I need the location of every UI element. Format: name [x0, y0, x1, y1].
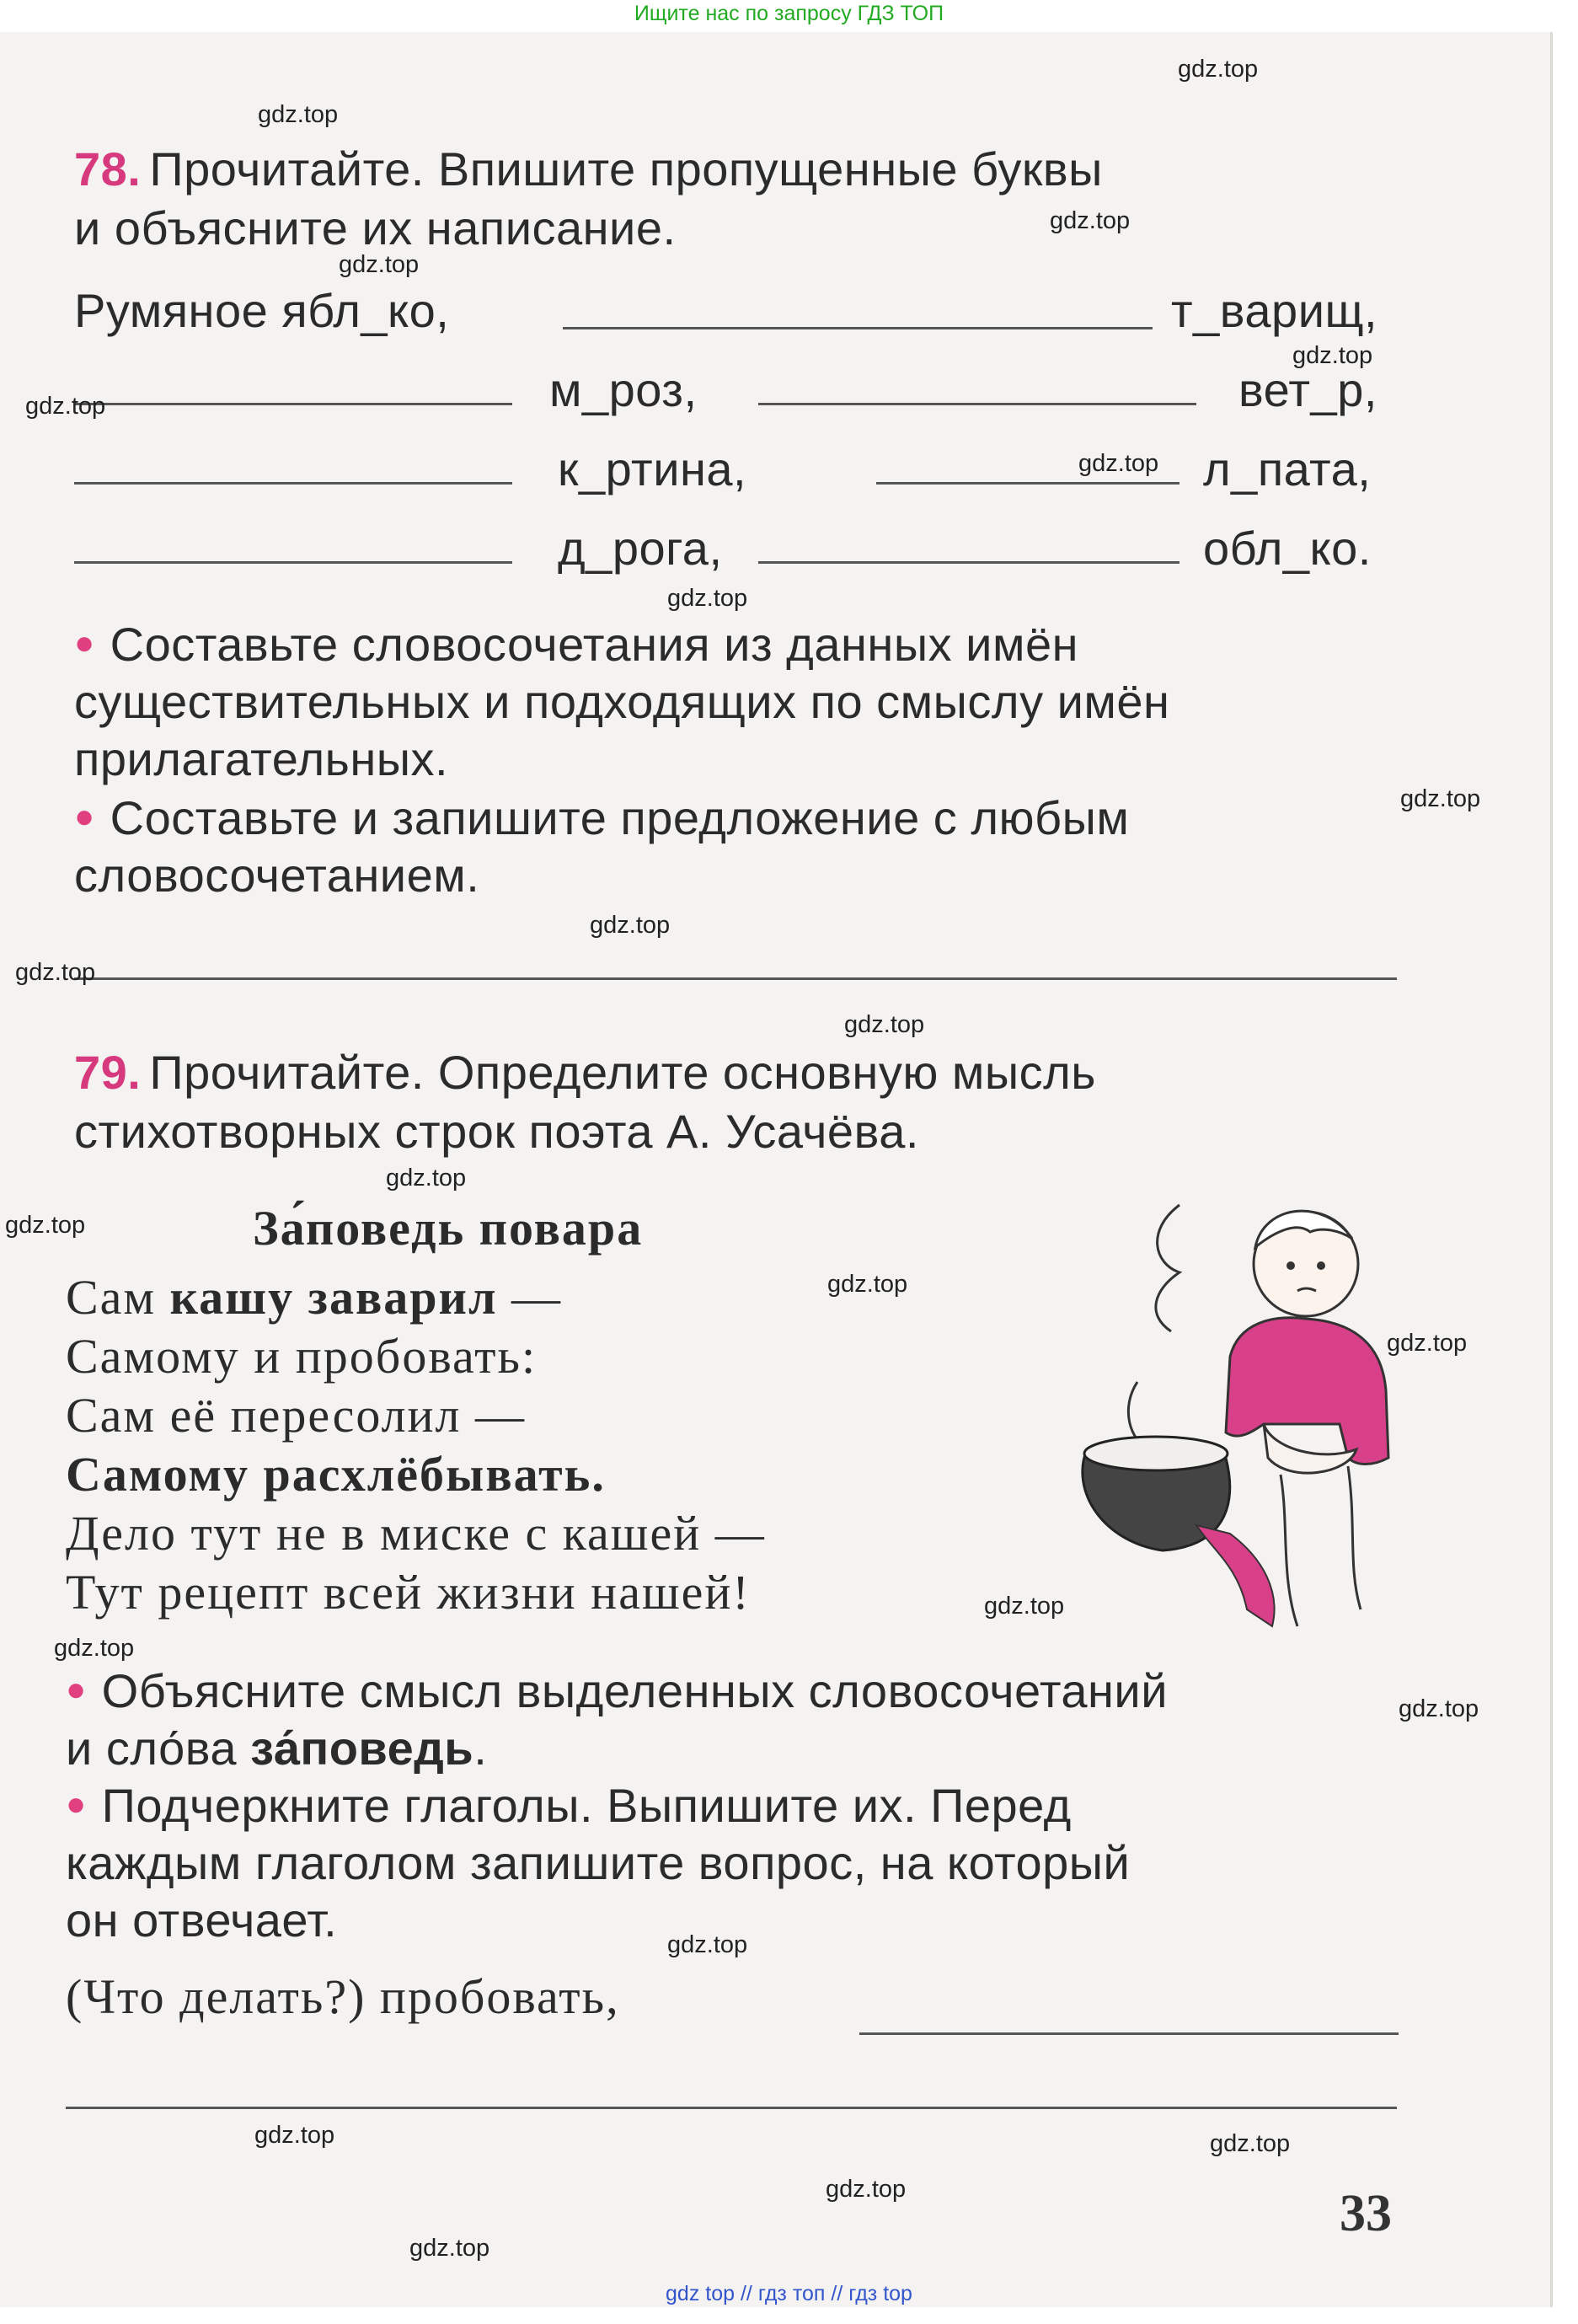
answer-line[interactable] [74, 561, 512, 564]
watermark: gdz.top [590, 912, 671, 939]
watermark: gdz.top [826, 2176, 907, 2203]
bullet-icon: ● [74, 798, 95, 835]
ex78-line2: и объясните их написание. [74, 201, 677, 254]
ex79-line2: стихотворных строк поэта А. Усачёва. [74, 1105, 919, 1158]
ex78-row2-a: м_роз, [549, 363, 698, 416]
watermark: gdz.top [844, 1011, 925, 1038]
watermark: gdz.top [1210, 2130, 1291, 2157]
bottom-banner: gdz top // гдз топ // гдз top [666, 2282, 912, 2305]
watermark: gdz.top [1400, 785, 1481, 812]
ex78-row1-a: Румяное ябл_ко, [74, 284, 450, 337]
answer-line[interactable] [758, 561, 1179, 564]
ex78-row3-a: к_ртина, [558, 442, 747, 495]
poem-line-6: Тут рецепт всей жизни нашей! [66, 1565, 751, 1620]
ex79-task2-l2: каждым глаголом запишите вопрос, на который [66, 1836, 1131, 1889]
ex78-task2-l1: ● Составьте и запишите предложение с любым [74, 791, 1130, 844]
bullet-icon: ● [66, 1786, 87, 1823]
ex78-row4-a: д_рога, [558, 522, 723, 575]
poem-title: За́поведь повара [253, 1201, 644, 1256]
ex78-task1-l3: прилагательных. [74, 732, 449, 785]
watermark: gdz.top [984, 1593, 1065, 1620]
answer-line[interactable] [66, 2107, 1397, 2109]
answer-line[interactable] [563, 327, 1153, 329]
watermark: gdz.top [15, 959, 96, 986]
answer-line[interactable] [74, 403, 512, 405]
ex79-number: 79. [74, 1046, 142, 1099]
watermark: gdz.top [667, 585, 748, 612]
watermark: gdz.top [25, 393, 106, 420]
bullet-icon: ● [66, 1671, 87, 1708]
watermark: gdz.top [5, 1212, 86, 1239]
ex78-task1-l1: ● Составьте словосочетания из данных имён [74, 618, 1079, 671]
watermark: gdz.top [827, 1271, 908, 1298]
ex79-task2-l1: ● Подчеркните глаголы. Выпишите их. Перед [66, 1779, 1072, 1832]
poem-line-5: Дело тут не в миске с кашей — [66, 1506, 766, 1561]
poem-line-3: Сам её пересолил — [66, 1388, 526, 1443]
ex78-row2-b: вет_р, [1238, 363, 1377, 416]
ex79-task1-l2: и сло́ва за́поведь. [66, 1722, 488, 1775]
watermark: gdz.top [1050, 207, 1131, 234]
ex78-task1-l2: существительных и подходящих по смыслу имён [74, 675, 1170, 728]
poem-line-4 [66, 1446, 606, 1502]
ex78-task2-l2: словосочетанием. [74, 849, 480, 902]
watermark: gdz.top [1399, 1695, 1479, 1722]
watermark: gdz.top [386, 1165, 467, 1191]
ex78-row1-b: т_варищ, [1171, 284, 1378, 337]
bullet-icon: ● [74, 624, 95, 661]
highlighted-phrase: Самому расхлёбывать. [66, 1447, 606, 1502]
page-number: 33 [1340, 2185, 1392, 2242]
watermark: gdz.top [1292, 342, 1373, 369]
watermark: gdz.top [1078, 450, 1159, 477]
answer-line[interactable] [74, 977, 1397, 980]
watermark: gdz.top [1178, 56, 1259, 83]
ex78-number: 78. [74, 142, 142, 195]
ex79-task1-l1: ● Объясните смысл выделенных словосочетаний [66, 1664, 1168, 1717]
ex78-row4-b: обл_ко. [1203, 522, 1372, 575]
watermark: gdz.top [339, 251, 420, 278]
ex79-task2-l3: он отвечает. [66, 1893, 338, 1946]
highlighted-word: за́поведь [250, 1722, 474, 1775]
top-banner: Ищите нас по запросу ГДЗ ТОП [634, 2, 944, 25]
poem-line-1: Сам кашу заварил — [66, 1270, 562, 1325]
watermark: gdz.top [258, 101, 339, 128]
watermark: gdz.top [409, 2235, 490, 2262]
poem-line-2: Самому и пробовать: [66, 1329, 538, 1384]
watermark: gdz.top [54, 1635, 135, 1662]
highlighted-phrase: кашу заварил [169, 1270, 498, 1325]
ex78-row3-b: л_пата, [1203, 442, 1372, 495]
answer-line[interactable] [859, 2032, 1399, 2035]
ex79-line1: 79. Прочитайте. Определите основную мысль [74, 1046, 1096, 1099]
boy-with-bowl-illustration [1070, 1171, 1407, 1643]
answer-line[interactable] [876, 482, 1179, 485]
answer-example: (Что делать?) пробовать, [66, 1969, 620, 2024]
ex78-line1: 78. Прочитайте. Впишите пропущенные буквы [74, 142, 1103, 195]
watermark: gdz.top [667, 1931, 748, 1958]
answer-line[interactable] [74, 482, 512, 485]
watermark: gdz.top [1387, 1330, 1468, 1357]
watermark: gdz.top [254, 2122, 335, 2149]
answer-line[interactable] [758, 403, 1196, 405]
